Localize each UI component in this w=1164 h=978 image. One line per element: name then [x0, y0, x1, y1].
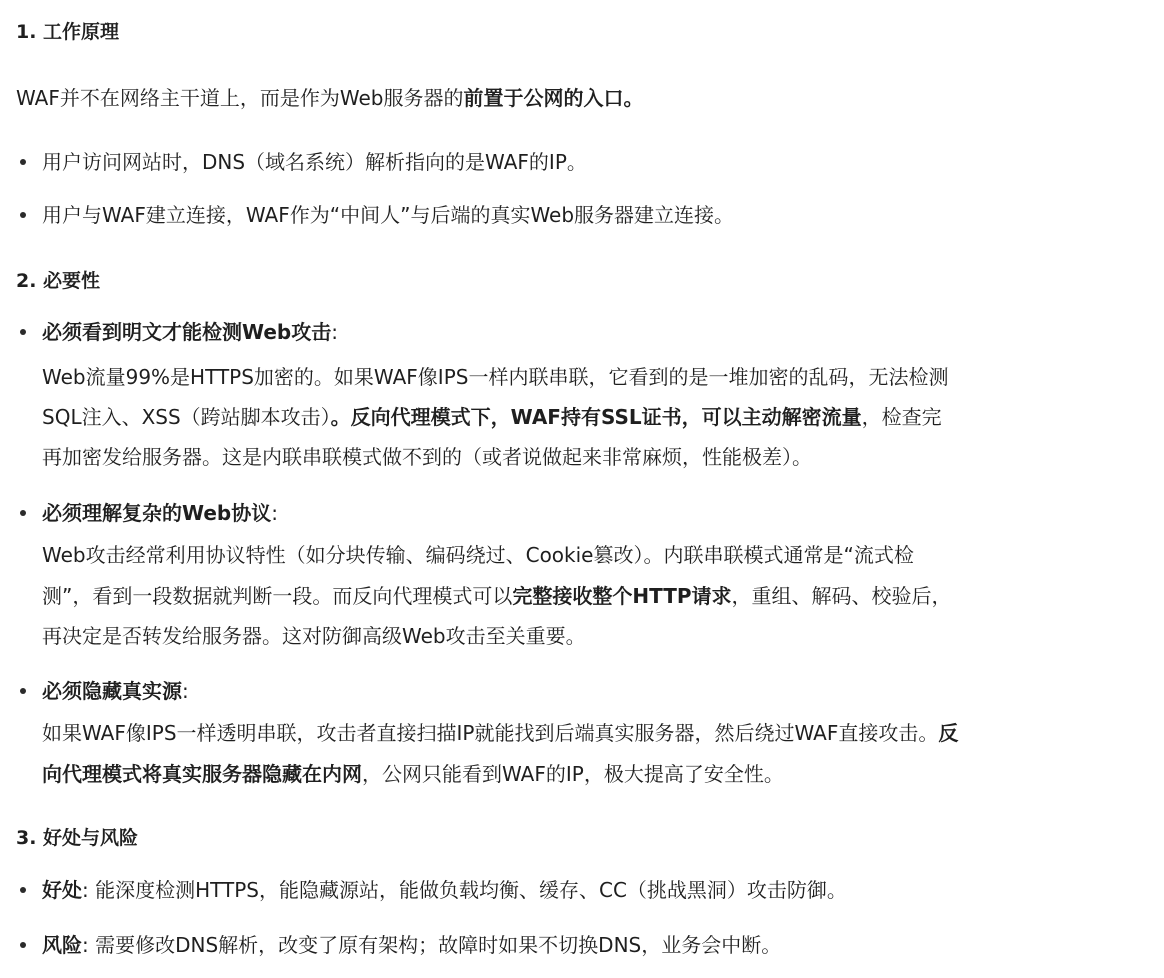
bullet-icon [20, 688, 26, 694]
item-text-line: 再加密发给服务器。这是内联串联模式做不到的（或者说做起来非常麻烦，性能极差）。 [42, 445, 812, 469]
item-text-line: SQL注入、XSS（跨站脚本攻击）。反向代理模式下，WAF持有SSL证书，可以主动解密流量，检查完 [42, 405, 942, 429]
bullet-icon [20, 942, 26, 948]
item-text-line: Web流量99%是HTTPS加密的。如果WAF像IPS一样内联串联，它看到的是一堆加密的乱码，无法检测 [42, 365, 949, 389]
section-heading-2: 2. 必要性 [16, 270, 101, 292]
bullet-icon [20, 887, 26, 893]
bullet-icon [20, 212, 26, 218]
item-text-line: 测”，看到一段数据就判断一段。而反向代理模式可以完整接收整个HTTP请求，重组、解码、校验后， [42, 584, 952, 608]
paragraph-intro: WAF并不在网络主干道上，而是作为Web服务器的前置于公网的入口。 [16, 86, 644, 110]
item-text-line: Web攻击经常利用协议特性（如分块传输、编码绕过、Cookie篡改）。内联串联模式通常是“流式检 [42, 543, 914, 567]
document: 1. 工作原理 WAF并不在网络主干道上，而是作为Web服务器的前置于公网的入口。 用户访问网站时，DNS（域名系统）解析指向的是WAF的IP。 用户与WAF建立连接，WAF作为“中间人”与后端的真实Web服务器建立连接。 2. 必要性 必须看到明文才能检测Web攻击: Web流量99%是HTTPS加密的。如果WAF像IPS一样内联串联，它看到的是一堆加密的乱码，无法检测 SQL注入、XSS（跨站脚本攻击）。反向代理模式下，WAF持有SSL证书，可以主动解密流量，检查完 再加密发给服务器。这是内联串联模式做不到的（或者说做起来非常麻烦，性能极差）。 必须理解复杂的Web协议: Web攻击经常利用协议特性（如分块传输、编码绕过、Cookie篡改）。内联串联模式通常是“流式检 测”，看到一段数据就判断一段。而反向代理模式可以完整接收整个HTTP请求，重组、解码、校验后， 再决定是否转发给服务器。这对防御高级Web攻击至关重要。 必须隐藏真实源: 如果WAF像IPS一样透明串联，攻击者直接扫描IP就能找到后端真实服务器，然后绕过WAF直接攻击。反 向代理模式将真实服务器隐藏在内网，公网只能看到WAF的IP，极大提高了安全性。 3. 好处与风险 好处: 能深度检测HTTPS，能隐藏源站，能做负载均衡、缓存、CC（挑战黑洞）攻击防御。 风险: 需要修改DNS解析，改变了原有架构；故障时如果不切换DNS，业务会中断。 [0, 0, 1164, 978]
bullet-icon [20, 329, 26, 335]
bullet-icon [20, 159, 26, 165]
section-heading-3: 3. 好处与风险 [16, 827, 139, 849]
item-text-line: 向代理模式将真实服务器隐藏在内网，公网只能看到WAF的IP，极大提高了安全性。 [42, 762, 784, 786]
section-heading-1: 1. 工作原理 [16, 21, 120, 43]
item-text-line: 如果WAF像IPS一样透明串联，攻击者直接扫描IP就能找到后端真实服务器，然后绕过WAF直接攻击。反 [42, 721, 959, 745]
item-text-line: 再决定是否转发给服务器。这对防御高级Web攻击至关重要。 [42, 624, 586, 648]
bullet-icon [20, 510, 26, 516]
